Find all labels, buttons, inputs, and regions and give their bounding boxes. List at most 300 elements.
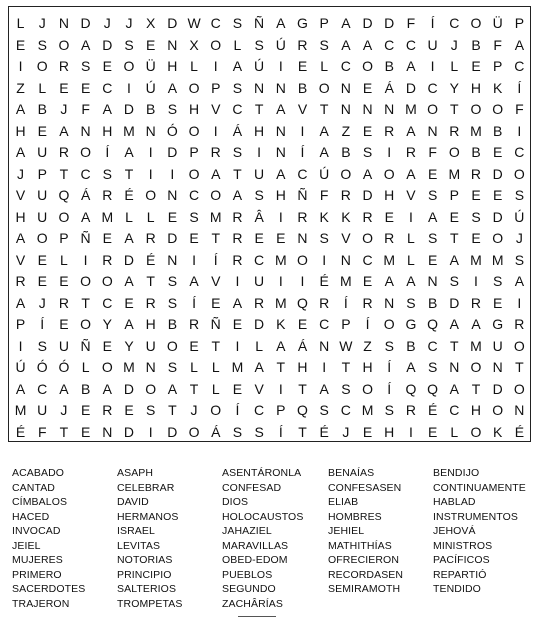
grid-cell[interactable]: E (427, 165, 438, 182)
grid-cell[interactable]: F (406, 15, 416, 32)
grid-cell[interactable]: R (297, 36, 308, 53)
grid-cell[interactable]: J (125, 15, 133, 32)
grid-cell[interactable]: C (210, 15, 221, 32)
grid-cell[interactable]: A (80, 208, 91, 225)
grid-cell[interactable]: H (15, 122, 26, 139)
grid-cell[interactable]: L (450, 423, 459, 440)
grid-cell[interactable]: N (145, 122, 156, 139)
grid-cell[interactable]: I (322, 251, 327, 268)
grid-cell[interactable]: V (406, 187, 416, 204)
grid-cell[interactable]: W (339, 337, 353, 354)
grid-cell[interactable]: P (493, 58, 503, 75)
grid-cell[interactable]: B (427, 294, 438, 311)
grid-cell[interactable]: O (80, 316, 92, 333)
grid-cell[interactable]: C (405, 36, 416, 53)
grid-cell[interactable]: A (232, 294, 243, 311)
grid-cell[interactable]: N (340, 101, 351, 118)
grid-cell[interactable]: T (341, 359, 351, 376)
grid-cell[interactable]: F (428, 144, 437, 161)
grid-cell[interactable]: N (102, 423, 113, 440)
grid-cell[interactable]: P (341, 316, 351, 333)
grid-cell[interactable]: S (514, 187, 525, 204)
grid-cell[interactable]: N (58, 15, 69, 32)
grid-cell[interactable]: H (384, 187, 395, 204)
grid-cell[interactable]: T (81, 294, 90, 311)
grid-cell[interactable]: E (59, 79, 69, 96)
grid-cell[interactable]: N (275, 122, 286, 139)
grid-cell[interactable]: A (124, 144, 134, 161)
grid-cell[interactable]: E (362, 122, 373, 139)
grid-cell[interactable]: Ü (492, 15, 503, 32)
grid-cell[interactable]: S (124, 36, 134, 53)
grid-cell[interactable]: A (449, 316, 459, 333)
grid-cell[interactable]: O (188, 79, 200, 96)
grid-cell[interactable]: A (406, 58, 416, 75)
grid-cell[interactable]: M (274, 294, 287, 311)
grid-cell[interactable]: J (190, 402, 198, 419)
grid-cell[interactable]: R (340, 187, 351, 204)
grid-cell[interactable]: M (361, 402, 374, 419)
grid-cell[interactable]: A (276, 165, 286, 182)
grid-cell[interactable]: Í (105, 144, 110, 161)
grid-cell[interactable]: O (58, 36, 70, 53)
grid-cell[interactable]: E (493, 144, 503, 161)
grid-cell[interactable]: M (231, 359, 244, 376)
grid-cell[interactable]: M (383, 251, 396, 268)
grid-cell[interactable]: E (37, 273, 47, 290)
grid-cell[interactable]: H (145, 316, 156, 333)
grid-cell[interactable]: Ú (514, 208, 525, 225)
grid-cell[interactable]: S (427, 230, 438, 247)
grid-cell[interactable]: C (514, 58, 525, 75)
grid-cell[interactable]: R (405, 402, 416, 419)
grid-cell[interactable]: Ñ (254, 15, 265, 32)
grid-cell[interactable]: F (37, 423, 47, 440)
grid-cell[interactable]: A (514, 273, 525, 290)
grid-cell[interactable]: A (362, 36, 373, 53)
grid-cell[interactable]: E (80, 402, 91, 419)
grid-cell[interactable]: C (449, 15, 460, 32)
grid-cell[interactable]: B (37, 101, 47, 118)
grid-cell[interactable]: I (18, 58, 23, 75)
grid-cell[interactable]: D (405, 79, 416, 96)
grid-cell[interactable]: D (123, 251, 135, 268)
grid-cell[interactable]: V (211, 101, 221, 118)
grid-cell[interactable]: A (15, 294, 26, 311)
grid-cell[interactable]: F (493, 36, 502, 53)
grid-cell[interactable]: X (189, 36, 199, 53)
grid-cell[interactable]: I (278, 273, 283, 290)
grid-cell[interactable]: Ú (15, 359, 26, 376)
grid-cell[interactable]: V (297, 101, 308, 118)
grid-cell[interactable]: E (37, 251, 47, 268)
grid-cell[interactable]: S (341, 380, 351, 397)
grid-cell[interactable]: L (233, 36, 242, 53)
grid-cell[interactable]: U (37, 144, 48, 161)
grid-cell[interactable]: E (362, 79, 373, 96)
grid-cell[interactable]: O (492, 101, 504, 118)
grid-cell[interactable]: N (384, 294, 395, 311)
grid-cell[interactable]: É (427, 402, 438, 419)
grid-cell[interactable]: R (15, 273, 26, 290)
grid-cell[interactable]: E (384, 208, 394, 225)
grid-cell[interactable]: É (15, 423, 26, 440)
grid-cell[interactable]: W (187, 15, 201, 32)
grid-cell[interactable]: T (59, 423, 69, 440)
grid-cell[interactable]: M (470, 122, 482, 139)
grid-cell[interactable]: E (232, 316, 243, 333)
grid-cell[interactable]: S (37, 36, 47, 53)
grid-cell[interactable]: I (278, 380, 283, 397)
grid-cell[interactable]: N (492, 359, 503, 376)
grid-cell[interactable]: Q (427, 316, 439, 333)
grid-cell[interactable]: I (474, 273, 478, 290)
grid-cell[interactable]: A (124, 230, 134, 247)
grid-cell[interactable]: P (59, 230, 69, 247)
grid-cell[interactable]: E (471, 187, 481, 204)
grid-cell[interactable]: P (15, 316, 26, 333)
grid-cell[interactable]: R (384, 230, 395, 247)
grid-cell[interactable]: G (297, 15, 308, 32)
grid-cell[interactable]: Y (449, 79, 459, 96)
grid-cell[interactable]: G (492, 316, 504, 333)
grid-cell[interactable]: D (123, 423, 135, 440)
grid-cell[interactable]: C (340, 402, 351, 419)
grid-cell[interactable]: O (427, 101, 439, 118)
grid-cell[interactable]: I (18, 337, 23, 354)
grid-cell[interactable]: O (383, 165, 395, 182)
grid-cell[interactable]: A (167, 380, 178, 397)
grid-cell[interactable]: S (102, 165, 112, 182)
grid-cell[interactable]: Í (387, 359, 392, 376)
grid-cell[interactable]: O (80, 144, 92, 161)
grid-cell[interactable]: E (232, 380, 243, 397)
grid-cell[interactable]: D (167, 230, 178, 247)
grid-cell[interactable]: C (319, 316, 330, 333)
grid-cell[interactable]: O (101, 359, 113, 376)
grid-cell[interactable]: D (492, 380, 503, 397)
grid-cell[interactable]: O (145, 187, 157, 204)
grid-cell[interactable]: C (80, 165, 91, 182)
grid-cell[interactable]: E (211, 294, 221, 311)
grid-cell[interactable]: L (407, 251, 415, 268)
grid-cell[interactable]: R (254, 294, 265, 311)
grid-cell[interactable]: D (449, 294, 460, 311)
grid-cell[interactable]: B (384, 58, 394, 75)
grid-cell[interactable]: Í (365, 316, 370, 333)
grid-cell[interactable]: P (189, 144, 199, 161)
grid-cell[interactable]: O (58, 208, 70, 225)
grid-cell[interactable]: A (319, 122, 329, 139)
grid-cell[interactable]: R (470, 165, 482, 182)
grid-cell[interactable]: S (427, 187, 438, 204)
grid-cell[interactable]: N (167, 187, 178, 204)
grid-cell[interactable]: A (102, 101, 112, 118)
grid-cell[interactable]: L (190, 58, 198, 75)
grid-cell[interactable]: E (80, 79, 91, 96)
grid-cell[interactable]: V (341, 230, 351, 247)
grid-cell[interactable]: P (276, 402, 286, 419)
grid-cell[interactable]: S (254, 36, 264, 53)
grid-cell[interactable]: Ú (254, 58, 265, 75)
grid-cell[interactable]: A (276, 15, 286, 32)
grid-cell[interactable]: Ó (36, 359, 48, 376)
grid-cell[interactable]: T (189, 380, 199, 397)
grid-cell[interactable]: Á (80, 187, 91, 204)
grid-cell[interactable]: N (145, 359, 156, 376)
grid-cell[interactable]: N (319, 337, 330, 354)
grid-cell[interactable]: K (276, 316, 286, 333)
grid-cell[interactable]: M (470, 337, 482, 354)
grid-cell[interactable]: D (362, 187, 373, 204)
grid-cell[interactable]: S (146, 402, 156, 419)
grid-cell[interactable]: S (493, 273, 503, 290)
grid-cell[interactable]: S (471, 208, 481, 225)
grid-cell[interactable]: E (493, 294, 503, 311)
grid-cell[interactable]: N (167, 36, 178, 53)
grid-cell[interactable]: É (319, 423, 329, 440)
grid-cell[interactable]: T (168, 402, 177, 419)
grid-cell[interactable]: Ú (275, 36, 286, 53)
grid-cell[interactable]: O (36, 58, 48, 75)
grid-cell[interactable]: N (80, 122, 91, 139)
grid-cell[interactable]: R (297, 208, 308, 225)
grid-cell[interactable]: É (124, 187, 134, 204)
grid-cell[interactable]: N (449, 359, 460, 376)
grid-cell[interactable]: I (148, 165, 153, 182)
grid-cell[interactable]: A (449, 251, 459, 268)
grid-cell[interactable]: A (341, 15, 351, 32)
grid-cell[interactable]: D (167, 15, 178, 32)
grid-cell[interactable]: S (232, 79, 243, 96)
grid-cell[interactable]: A (341, 36, 351, 53)
grid-cell[interactable]: H (188, 101, 200, 118)
grid-cell[interactable]: T (124, 165, 134, 182)
grid-cell[interactable]: Í (387, 380, 392, 397)
grid-cell[interactable]: Â (254, 208, 264, 225)
grid-cell[interactable]: N (427, 122, 438, 139)
grid-cell[interactable]: T (515, 359, 524, 376)
grid-cell[interactable]: C (188, 187, 200, 204)
grid-cell[interactable]: S (167, 273, 178, 290)
grid-cell[interactable]: T (254, 101, 264, 118)
grid-cell[interactable]: B (471, 144, 481, 161)
grid-cell[interactable]: D (492, 208, 503, 225)
grid-cell[interactable]: O (166, 337, 178, 354)
grid-cell[interactable]: Ó (58, 359, 70, 376)
grid-cell[interactable]: O (513, 165, 525, 182)
grid-cell[interactable]: J (38, 15, 46, 32)
grid-cell[interactable]: Y (124, 337, 134, 354)
grid-cell[interactable]: A (124, 273, 134, 290)
grid-cell[interactable]: B (471, 36, 481, 53)
grid-cell[interactable]: M (209, 208, 222, 225)
grid-cell[interactable]: Í (343, 294, 348, 311)
grid-cell[interactable]: R (102, 402, 113, 419)
grid-cell[interactable]: S (254, 187, 264, 204)
grid-cell[interactable]: A (471, 316, 481, 333)
grid-cell[interactable]: Ó (166, 122, 178, 139)
grid-cell[interactable]: H (470, 402, 482, 419)
grid-cell[interactable]: R (58, 144, 69, 161)
grid-cell[interactable]: D (123, 380, 135, 397)
grid-cell[interactable]: O (470, 423, 482, 440)
grid-cell[interactable]: P (211, 79, 221, 96)
grid-cell[interactable]: Í (235, 402, 240, 419)
grid-cell[interactable]: M (405, 101, 417, 118)
grid-cell[interactable]: K (341, 208, 351, 225)
grid-cell[interactable]: O (513, 380, 525, 397)
grid-cell[interactable]: F (515, 101, 524, 118)
grid-cell[interactable]: A (276, 337, 286, 354)
grid-cell[interactable]: E (427, 251, 438, 268)
grid-cell[interactable]: S (232, 144, 243, 161)
grid-cell[interactable]: T (211, 337, 221, 354)
grid-cell[interactable]: O (101, 273, 113, 290)
grid-cell[interactable]: C (102, 79, 113, 96)
grid-cell[interactable]: L (125, 208, 133, 225)
grid-cell[interactable]: R (232, 230, 243, 247)
grid-cell[interactable]: Z (16, 79, 25, 96)
grid-cell[interactable]: D (254, 316, 265, 333)
grid-cell[interactable]: R (102, 187, 113, 204)
grid-cell[interactable]: O (145, 380, 157, 397)
grid-cell[interactable]: T (319, 101, 329, 118)
grid-cell[interactable]: V (211, 273, 221, 290)
grid-cell[interactable]: S (167, 359, 178, 376)
grid-cell[interactable]: A (406, 359, 416, 376)
grid-cell[interactable]: E (427, 423, 438, 440)
grid-cell[interactable]: H (297, 359, 308, 376)
grid-cell[interactable]: O (362, 58, 373, 75)
grid-cell[interactable]: L (38, 79, 47, 96)
grid-cell[interactable]: Z (341, 122, 351, 139)
grid-cell[interactable]: U (37, 402, 48, 419)
grid-cell[interactable]: M (123, 122, 135, 139)
grid-cell[interactable]: Í (192, 294, 196, 311)
grid-cell[interactable]: I (408, 208, 413, 225)
grid-cell[interactable]: C (254, 402, 265, 419)
grid-cell[interactable]: Í (430, 15, 435, 32)
grid-cell[interactable]: T (211, 230, 221, 247)
grid-cell[interactable]: L (407, 230, 415, 247)
grid-cell[interactable]: N (275, 79, 286, 96)
grid-cell[interactable]: O (318, 79, 330, 96)
grid-cell[interactable]: H (167, 58, 178, 75)
grid-cell[interactable]: I (300, 273, 305, 290)
grid-cell[interactable]: A (124, 316, 134, 333)
grid-cell[interactable]: O (383, 316, 395, 333)
grid-cell[interactable]: Ñ (297, 187, 308, 204)
grid-cell[interactable]: R (58, 294, 69, 311)
grid-cell[interactable]: O (188, 122, 200, 139)
grid-cell[interactable]: F (81, 101, 90, 118)
grid-cell[interactable]: B (341, 144, 351, 161)
grid-cell[interactable]: E (102, 337, 112, 354)
grid-cell[interactable]: D (362, 15, 373, 32)
grid-cell[interactable]: A (406, 273, 416, 290)
grid-cell[interactable]: E (189, 337, 199, 354)
grid-cell[interactable]: N (340, 251, 351, 268)
grid-cell[interactable]: T (298, 423, 307, 440)
grid-cell[interactable]: D (384, 15, 395, 32)
grid-cell[interactable]: E (59, 316, 69, 333)
grid-cell[interactable]: Q (405, 380, 417, 397)
grid-cell[interactable]: J (515, 230, 523, 247)
grid-cell[interactable]: A (15, 230, 26, 247)
grid-cell[interactable]: N (254, 79, 265, 96)
grid-cell[interactable]: C (449, 402, 460, 419)
grid-cell[interactable]: I (430, 58, 435, 75)
grid-cell[interactable]: T (276, 359, 286, 376)
grid-cell[interactable]: O (492, 230, 504, 247)
grid-cell[interactable]: A (276, 101, 286, 118)
grid-cell[interactable]: N (340, 79, 351, 96)
grid-cell[interactable]: I (517, 294, 522, 311)
grid-cell[interactable]: Á (232, 122, 243, 139)
grid-cell[interactable]: I (148, 423, 153, 440)
grid-cell[interactable]: Á (297, 337, 308, 354)
grid-cell[interactable]: S (362, 144, 373, 161)
grid-cell[interactable]: M (448, 165, 461, 182)
grid-cell[interactable]: A (59, 380, 69, 397)
grid-cell[interactable]: R (58, 58, 69, 75)
grid-cell[interactable]: T (450, 101, 459, 118)
grid-cell[interactable]: B (297, 79, 308, 96)
grid-cell[interactable]: Í (40, 316, 45, 333)
grid-cell[interactable]: U (254, 273, 265, 290)
grid-cell[interactable]: A (15, 144, 26, 161)
grid-cell[interactable]: H (470, 79, 482, 96)
grid-cell[interactable]: A (406, 122, 416, 139)
grid-cell[interactable]: R (145, 230, 156, 247)
grid-cell[interactable]: Í (278, 423, 283, 440)
grid-cell[interactable]: I (278, 208, 283, 225)
grid-cell[interactable]: I (235, 273, 240, 290)
grid-cell[interactable]: C (37, 380, 48, 397)
grid-cell[interactable]: N (362, 101, 373, 118)
grid-cell[interactable]: L (146, 208, 155, 225)
grid-cell[interactable]: E (102, 230, 112, 247)
grid-cell[interactable]: E (276, 230, 286, 247)
grid-cell[interactable]: B (146, 101, 156, 118)
grid-cell[interactable]: M (491, 251, 504, 268)
grid-cell[interactable]: R (362, 208, 373, 225)
grid-cell[interactable]: B (167, 316, 178, 333)
grid-cell[interactable]: D (80, 15, 91, 32)
grid-cell[interactable]: I (170, 165, 175, 182)
grid-cell[interactable]: C (427, 337, 438, 354)
grid-cell[interactable]: E (167, 208, 178, 225)
grid-cell[interactable]: Ñ (210, 316, 221, 333)
grid-cell[interactable]: D (167, 423, 178, 440)
grid-cell[interactable]: I (213, 58, 218, 75)
grid-cell[interactable]: E (449, 208, 459, 225)
grid-cell[interactable]: I (322, 359, 327, 376)
grid-cell[interactable]: N (297, 230, 308, 247)
grid-cell[interactable]: E (362, 423, 373, 440)
grid-cell[interactable]: L (16, 15, 25, 32)
grid-cell[interactable]: N (275, 144, 286, 161)
grid-cell[interactable]: J (60, 101, 68, 118)
grid-cell[interactable]: R (405, 144, 416, 161)
grid-cell[interactable]: V (254, 380, 264, 397)
grid-cell[interactable]: O (470, 101, 482, 118)
grid-cell[interactable]: Q (297, 402, 308, 419)
grid-cell[interactable]: I (300, 122, 305, 139)
grid-cell[interactable]: A (514, 36, 525, 53)
grid-cell[interactable]: O (36, 230, 48, 247)
